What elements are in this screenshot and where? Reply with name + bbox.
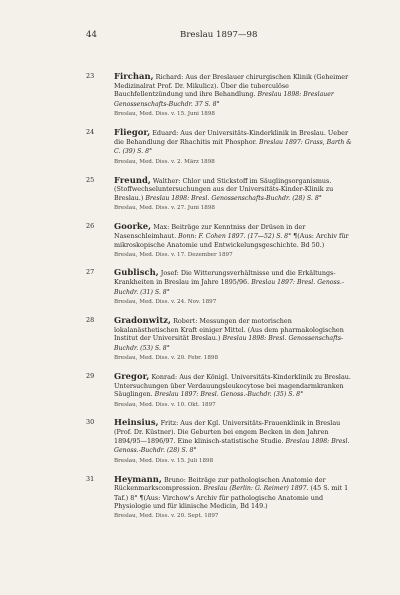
running-title: Breslau 1897—98 [180,30,258,40]
entry-given-name: Max: [153,223,170,231]
entry-number: 26 [86,222,95,230]
entry-publication: Breslau 1897: Bresl. Genoss.-Buchdr. (35) S. 8° [154,391,304,399]
entry-number: 24 [86,128,95,137]
entry-source-note: (45 S. mit 1 Taf.) 8° ¶(Aus: Virchow's Archiv für pathologische Anatomie und Physiologie und für klinische Medicin, Bd 149.) [114,484,349,511]
entry-notes: Breslau, Med. Diss. v. 15. Juli 1898 [114,457,214,464]
dissertation-entry [86,418,356,465]
entry-number: 30 [86,418,95,427]
entry-notes: Breslau, Med. Diss. v. 2. März 1898 [114,158,215,165]
entry-number: 28 [86,315,95,324]
entry-publication: Breslau 1898: Bresl. Genossenschafts-Buchdr. (53) S. 8° [114,335,344,352]
entry-source-note: ¶(Aus: Archiv für mikroskopische Anatomie und Entwickelungsgeschichte. Bd 50.) [114,231,349,250]
dissertation-entry [86,316,356,363]
entry-given-name: Robert: [173,316,198,325]
entry-publication: Bonn: F. Cohen 1897. (17—52) S. 8° [178,232,292,240]
entry-author: Heymann, [114,473,162,484]
page-number: 44 [86,30,97,40]
entry-author: Heinsius, [114,417,159,428]
entry-given-name: Walther: [152,176,181,185]
entry-title: Beiträge zur pathologischen Anatomie der Rückenmarkscompression. [114,475,326,493]
entry-given-name: Konrad: [151,373,178,381]
entry-given-name: Fritz: [160,419,179,428]
dissertation-entry [86,372,356,409]
entry-notes: Breslau, Med. Diss. v. 10. Okt. 1897 [114,401,216,408]
entry-number: 25 [86,175,95,184]
entry-publication: Breslau 1898: Bresl. Genossenschafts-Buchdr. (28) S. 8° [145,194,322,202]
entry-title: Chlor und Stickstoff im Säuglingsorganismus. (Stoffwechseluntersuchungen aus der Universitäts-Kinder-Klinik zu Breslau.) [114,176,334,202]
entry-title: Aus der Universitäts-Kinderklinik in Breslau. Ueber die Behandlung der Rhachitis mit Phosphor. [114,129,349,146]
entry-title: Aus der Königl. Universitäts-Kinderklinik zu Breslau. Untersuchungen über Verdauungsleukocytose bei magendarmkranken Säuglingen. [114,373,351,399]
entry-publication: Breslau 1897: Grass, Barth & C. (39) S. 8° [114,138,352,156]
dissertation-entry [86,72,356,119]
entry-given-name: Josef: [160,269,179,278]
entry-number: 27 [86,268,95,277]
entry-author: Gublisch, [114,267,159,278]
dissertation-entry [86,128,356,166]
dissertation-entry [86,475,356,521]
entry-author: Freund, [114,174,151,185]
entry-author: Gradonwitz, [114,314,172,325]
entry-publication: Breslau 1898: Bresl. Genoss.-Buchdr. (28) S. 8° [114,437,350,455]
dissertation-entry [86,222,356,259]
entry-title: Messungen der motorischen lokalanästhetischen Kraft einiger Mittel. (Aus dem pharmakologischen Institut der Universität Breslau.) [114,316,344,343]
entry-author: Goorke, [114,221,152,231]
entry-title: Die Witterungsverhältnisse und die Erkältungs-Krankheiten in Breslau im Jahre 1895/96. [114,269,336,287]
entry-notes: Breslau, Med. Diss. v. 20. Sept. 1897 [114,512,219,519]
entry-number: 23 [86,72,95,80]
entry-number: 31 [86,474,95,483]
entry-publication: Breslau 1897: Bresl. Genoss.-Buchdr. (31) S. 8° [114,279,344,296]
entry-given-name: Richard: [155,73,184,81]
entry-publication: Breslau 1898: Breslauer Genossenschafts-Buchdr. 37 S. 8° [114,91,334,108]
entry-notes: Breslau, Med. Diss. v. 17. Dezember 1897 [114,251,233,258]
entry-title: Aus der Breslauer chirurgischen Klinik (Geheimer Medizinalrat Prof. Dr. Mikulicz). Über die tuberculöse Bauchfellentzündung und ihre Behandlung. [114,73,349,99]
entry-title: Beiträge zur Kenntniss der Drüsen in der Nasenschleimhaut. [114,223,306,240]
entry-notes: Breslau, Med. Diss. v. 27. Juni 1898 [114,205,215,212]
page-header [86,30,344,42]
entry-number: 29 [86,372,95,380]
entry-publication: Breslau (Berlin: G. Reimer) 1897. [203,485,309,493]
entry-notes: Breslau, Med. Diss. v. 15. Juni 1898 [114,111,215,118]
dissertation-entry [86,176,356,213]
entry-given-name: Bruno: [163,475,186,484]
entry-author: Fliegor, [114,127,151,138]
entry-title: Aus der Kgl. Universitäts-Frauenklinik in Breslau (Prof. Dr. Küstner). Die Geburten bei engem Becken in den Jahren 1894/95—1896/97. Eine klinisch-statistische Studie. [114,419,341,445]
entry-notes: Breslau, Med. Diss. v. 24. Nov. 1897 [114,299,217,306]
entry-author: Gregor, [114,371,150,381]
entry-notes: Breslau, Med. Diss. v. 20. Febr. 1898 [114,355,219,362]
entry-author: Firchan, [114,71,154,81]
dissertation-list [86,72,356,530]
dissertation-entry [86,268,356,306]
entry-given-name: Eduard: [152,129,179,138]
